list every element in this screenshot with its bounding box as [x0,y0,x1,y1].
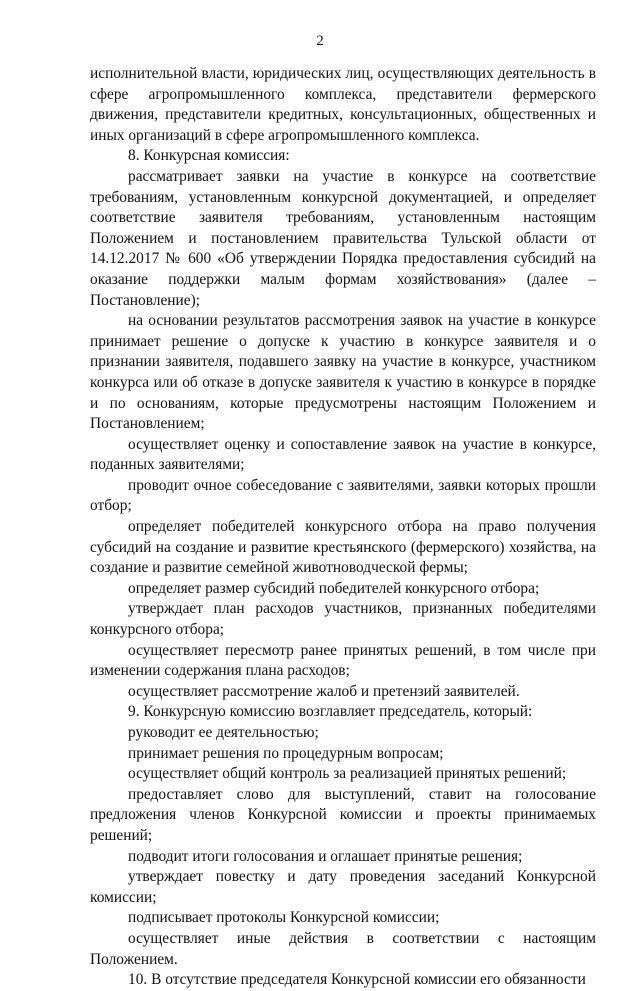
paragraph-expense-plan: утверждает план расходов участников, признанных победителями конкурсного отбора; [90,600,596,639]
paragraph-revision: осуществляет пересмотр ранее принятых решений, в том числе при изменении содержания плана расходов; [90,641,596,680]
paragraph-chair-procedural: принимает решения по процедурным вопросам; [128,744,444,762]
paragraph-subsidy-amount: определяет размер субсидий победителей конкурсного отбора; [128,579,540,597]
paragraph-winners: определяет победителей конкурсного отбора на право получения субсидий на создание и развитие крестьянского (фермерского) хозяйства, на создание и развитие семейной животноводческой фермы; [90,518,596,577]
paragraph-interview: проводит очное собеседование с заявителями, заявки которых прошли отбор; [90,476,596,515]
section-8-heading: 8. Конкурсная комиссия: [128,147,290,165]
paragraph-chair-agenda: утверждает повестку и дату проведения заседаний Конкурсной комиссии; [90,868,596,906]
paragraph-admission-decision: на основании результатов рассмотрения заявок на участие в конкурсе принимает решение о допуске к участию в конкурсе заявителя и о признании заявителя, подавшего заявку на участие в конкурсе, участником конкурса или об отказе в допуске заявителя к участию в конкурсе в порядке и по основаниям, которые предусмотрены настоящим Положением и Постановлением; [90,312,596,433]
paragraph-evaluation: осуществляет оценку и сопоставление заявок на участие в конкурсе, поданных заявителями; [90,435,596,474]
paragraph-chair-voting: предоставляет слово для выступлений, ставит на голосование предложения членов Конкурсной комиссии и проекты принимаемых решений; [90,785,596,844]
paragraph-review-applications: рассматривает заявки на участие в конкурсе на соответствие требованиям, установленным конкурсной документацией, и определяет соответствие заявителя требованиям, установленным настоящим Положением и постановлением правительства Тульской области от 14.12.2017 № 600 «Об утверждении Порядка предоставления субсидий на оказание поддержки малым формам хозяйствования» (далее – Постановление); [90,167,596,309]
paragraph-chair-protocols: подписывает протоколы Конкурсной комиссии; [128,909,440,927]
section-9-heading: 9. Конкурсную комиссию возглавляет председатель, который: [128,703,533,721]
paragraph-chair-other: осуществляет иные действия в соответствии с настоящим Положением. [90,929,596,968]
paragraph-chair-results: подводит итоги голосования и оглашает принятые решения; [128,847,523,865]
paragraph-complaints: осуществляет рассмотрение жалоб и претензий заявителей. [128,682,520,700]
paragraph-chair-leads: руководит ее деятельностью; [128,724,319,741]
paragraph-continuation: исполнительной власти, юридических лиц, осуществляющих деятельность в сфере агропромышленного комплекса, представители фермерского движения, представители кредитных, консультационных, общественных и иных организаций в сфере агропромышленного комплекса. [90,65,596,144]
paragraph-chair-control: осуществляет общий контроль за реализацией принятых решений; [128,765,567,783]
page-number: 2 [316,33,324,49]
document-body [90,64,596,991]
section-10-start: 10. В отсутствие председателя Конкурсной комиссии его обязанности [128,971,586,989]
